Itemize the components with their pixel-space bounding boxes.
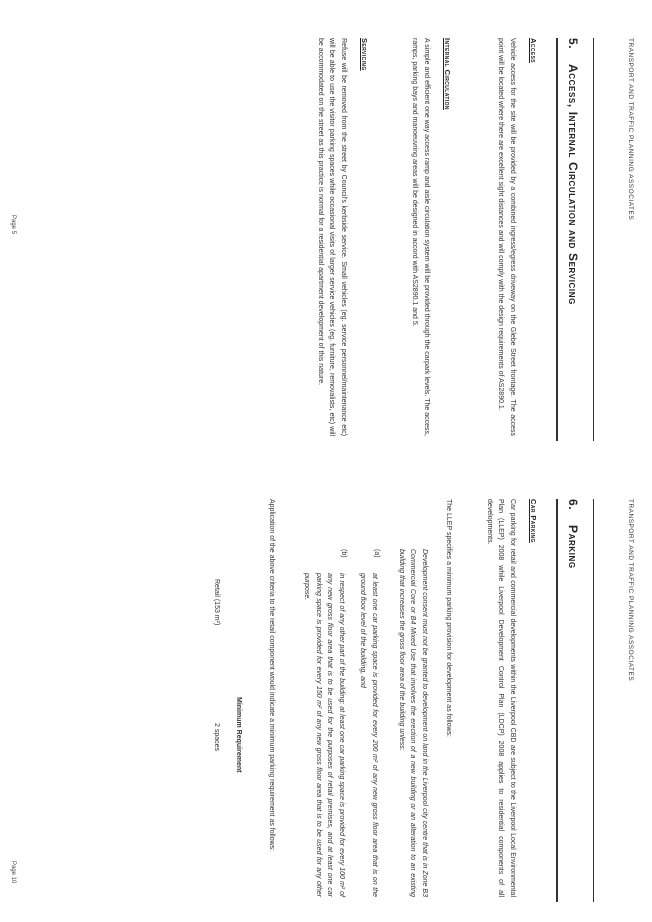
section-title <box>566 38 580 305</box>
page-10 <box>0 461 652 922</box>
llep-quote: Development consent must not be granted to development on land in the Liverpool city centre that is in Zone B3 Commercial Core or B4 Mixed Use that involves the erection of a new building or an alteration to an existing building that increases the gross floor area of the building unless: <box>398 549 428 897</box>
item-a-text: at least one car parking space is provided for every 200 m² of any new gross floor area that is on the ground floor level of the building, and <box>359 573 378 897</box>
section-title-text: Access, Internal Circulation and Servicing <box>566 64 580 305</box>
item-b-label: (b) <box>340 549 347 558</box>
section-title <box>566 499 580 569</box>
internal-circulation-heading: Internal Circulation <box>443 38 452 110</box>
section-title-text: Parking <box>566 525 580 569</box>
application-paragraph: Application of the above criteria to the retail component would indicate a minimum parking requirement as follows: <box>268 499 275 852</box>
table-row-label: Retail (153 m²) <box>213 579 220 626</box>
page-number: Page 5 <box>10 215 16 235</box>
running-head: TRANSPORT AND TRAFFIC PLANNING ASSOCIATES <box>627 499 634 682</box>
page-number: Page 10 <box>10 861 16 884</box>
car-parking-paragraph: Car parking for retail and commercial developments within the Liverpool CBD are subject to the Liverpool Local Environmental Plan (LLEP) 2008 while Liverpool Development Control Plan (LDCP) 2008 applies to residential components of all developments. <box>486 499 516 897</box>
car-parking-heading: Car Parking <box>529 499 538 543</box>
table-row-value: 2 spaces <box>213 723 220 752</box>
section-number: 6. <box>566 499 580 511</box>
internal-circulation-paragraph: A simple and efficient one way access ramp and aisle circulation system will be provided through the carpark levels. The access, ramps, parking bays and manoeuvring areas will be designed in accord with AS2890.1 and 5. <box>411 38 430 436</box>
servicing-paragraph: Refuse will be removed from the street by Council's kerbside service. Small vehicles (eg. service personnel/maintenance etc) will be able to use the visitor parking spaces while occasional visits of larger service vehicles (eg. furniture, removalists, etc) will be accommodated on the street as this practice is normal for a residential apartment development of this nature. <box>317 38 347 436</box>
servicing-heading: Servicing <box>360 38 369 71</box>
top-rule <box>593 499 594 902</box>
access-heading: Access <box>529 38 538 64</box>
title-rule <box>556 499 558 902</box>
llep-intro: The LLEP specifies a minimum parking provision for development as follows: <box>445 499 452 737</box>
top-rule <box>593 38 594 441</box>
table-header: Minimum Requirement <box>235 697 242 773</box>
item-a-label: (a) <box>373 549 380 558</box>
running-head: TRANSPORT AND TRAFFIC PLANNING ASSOCIATES <box>627 38 634 221</box>
title-rule <box>556 38 558 441</box>
item-b-text: in respect of any other part of the building: at least one car parking space is provided for every 100 m² of any new gross floor area that is to be used for the purposes of retail premises, and at least one car parking space is provided for every 150 m² of any new gross floor area that is to be used for any other purpose. <box>303 573 345 897</box>
section-number: 5. <box>566 38 580 50</box>
access-paragraph: Vehicle access for the site will be provided by a combined ingress/egress driveway on the Glebe Street frontage. The access point will be located where there are excellent sight distances and will comply with the design requirements of AS2890.1. <box>497 38 516 436</box>
